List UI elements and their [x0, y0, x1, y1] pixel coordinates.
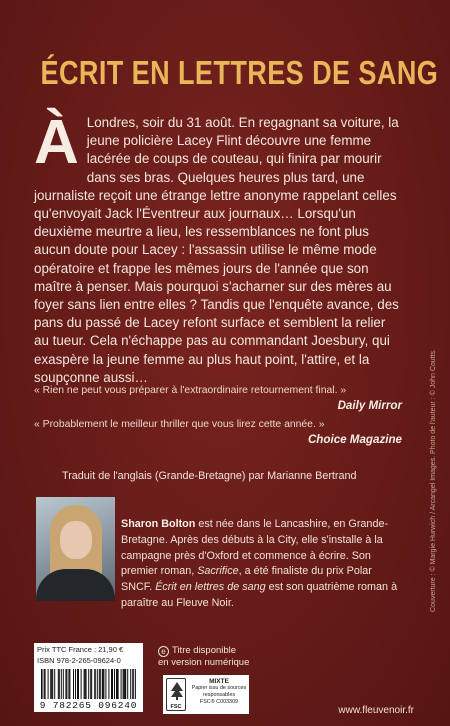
ebook-icon: e — [158, 646, 169, 657]
digital-line: en version numérique — [158, 657, 250, 668]
press-quote — [34, 419, 402, 446]
book-ref: Sacrifice — [197, 565, 239, 578]
press-quote-text: « Rien ne peut vous préparer à l'extraordinaire retournement final. » — [34, 385, 347, 396]
digital-availability — [158, 645, 249, 669]
synopsis-dropcap: À — [34, 108, 79, 177]
barcode-bars — [41, 669, 136, 699]
fsc-code: FSC® C003309 — [199, 699, 239, 705]
barcode — [34, 667, 143, 712]
barcode-digits: 9 782265 096240 — [39, 700, 138, 711]
press-quote-text: « Probablement le meilleur thriller que vous lirez cette année. » — [34, 419, 325, 430]
author-photo — [36, 497, 115, 601]
price-box — [34, 643, 143, 667]
digital-line: Titre disponible — [172, 645, 237, 656]
price-text: Prix TTC France : 21,90 € — [37, 645, 124, 654]
fsc-mix: MIXTE — [209, 678, 229, 685]
isbn-text: ISBN 978-2-265-09624-0 — [37, 656, 121, 665]
translator-credit: Traduit de l'anglais (Grande-Bretagne) par Marianne Bertrand — [62, 470, 357, 482]
press-quote — [34, 385, 402, 412]
publisher-website[interactable]: www.fleuvenoir.fr — [338, 705, 414, 716]
press-quote-source: Choice Magazine — [307, 433, 402, 446]
book-title: ÉCRIT EN LETTRES DE SANG — [40, 54, 439, 91]
author-bio — [121, 517, 403, 612]
book-ref: Écrit en lettres de sang — [155, 581, 266, 594]
bio-text: est son quatrième roman à paraître au Fleuve Noir. — [121, 581, 398, 609]
press-quote-source: Daily Mirror — [337, 399, 402, 412]
bio-text: est née dans le Lancashire, en Grande-Bretagne. Après des débuts à la City, elle s'installe à la campagne près d'Oxford et commence à écrire. Son premier roman, — [121, 518, 389, 578]
author-name: Sharon Bolton — [121, 518, 196, 530]
fsc-logo — [163, 675, 249, 714]
fsc-desc: Papier issu de sources responsables — [191, 685, 247, 698]
fsc-label: FSC — [170, 704, 182, 710]
synopsis — [34, 108, 402, 387]
bio-text: , a été finaliste du prix Polar SNCF. — [121, 565, 372, 594]
tree-icon — [166, 678, 186, 711]
cover-credits: Couverture : © Margie Hurwich / Arcangel Images. Photo de l'auteur : © John Coutts. — [430, 349, 437, 612]
synopsis-text: Londres, soir du 31 août. En regagnant sa voiture, la jeune policière Lacey Flint découvre une femme lacérée de coups de couteau, qui finira par mourir dans ses bras. Quelques heures plus tard, une journaliste reçoit une étrange lettre anonyme rappelant celles qu'envoyait Jack l'Éventreur aux journaux… Lorsqu'un deuxième meurtre a lieu, les ressemblances ne font plus aucun doute pour Lacey : l'assassin utilise le même mode opératoire et frappe les mêmes jours de l'année que son maître à penser. Mais pourquoi s'acharner sur des mères au foyer sans lien entre elles ? Tandis que l'enquête avance, des pans du passé de Lacey refont surface et semblent la relier au tueur. Cela n'échappe pas au commandant Joesbury, qui exaspère la jeune femme au plus haut point, l'attire, et la soupçonne aussi… — [34, 115, 399, 385]
